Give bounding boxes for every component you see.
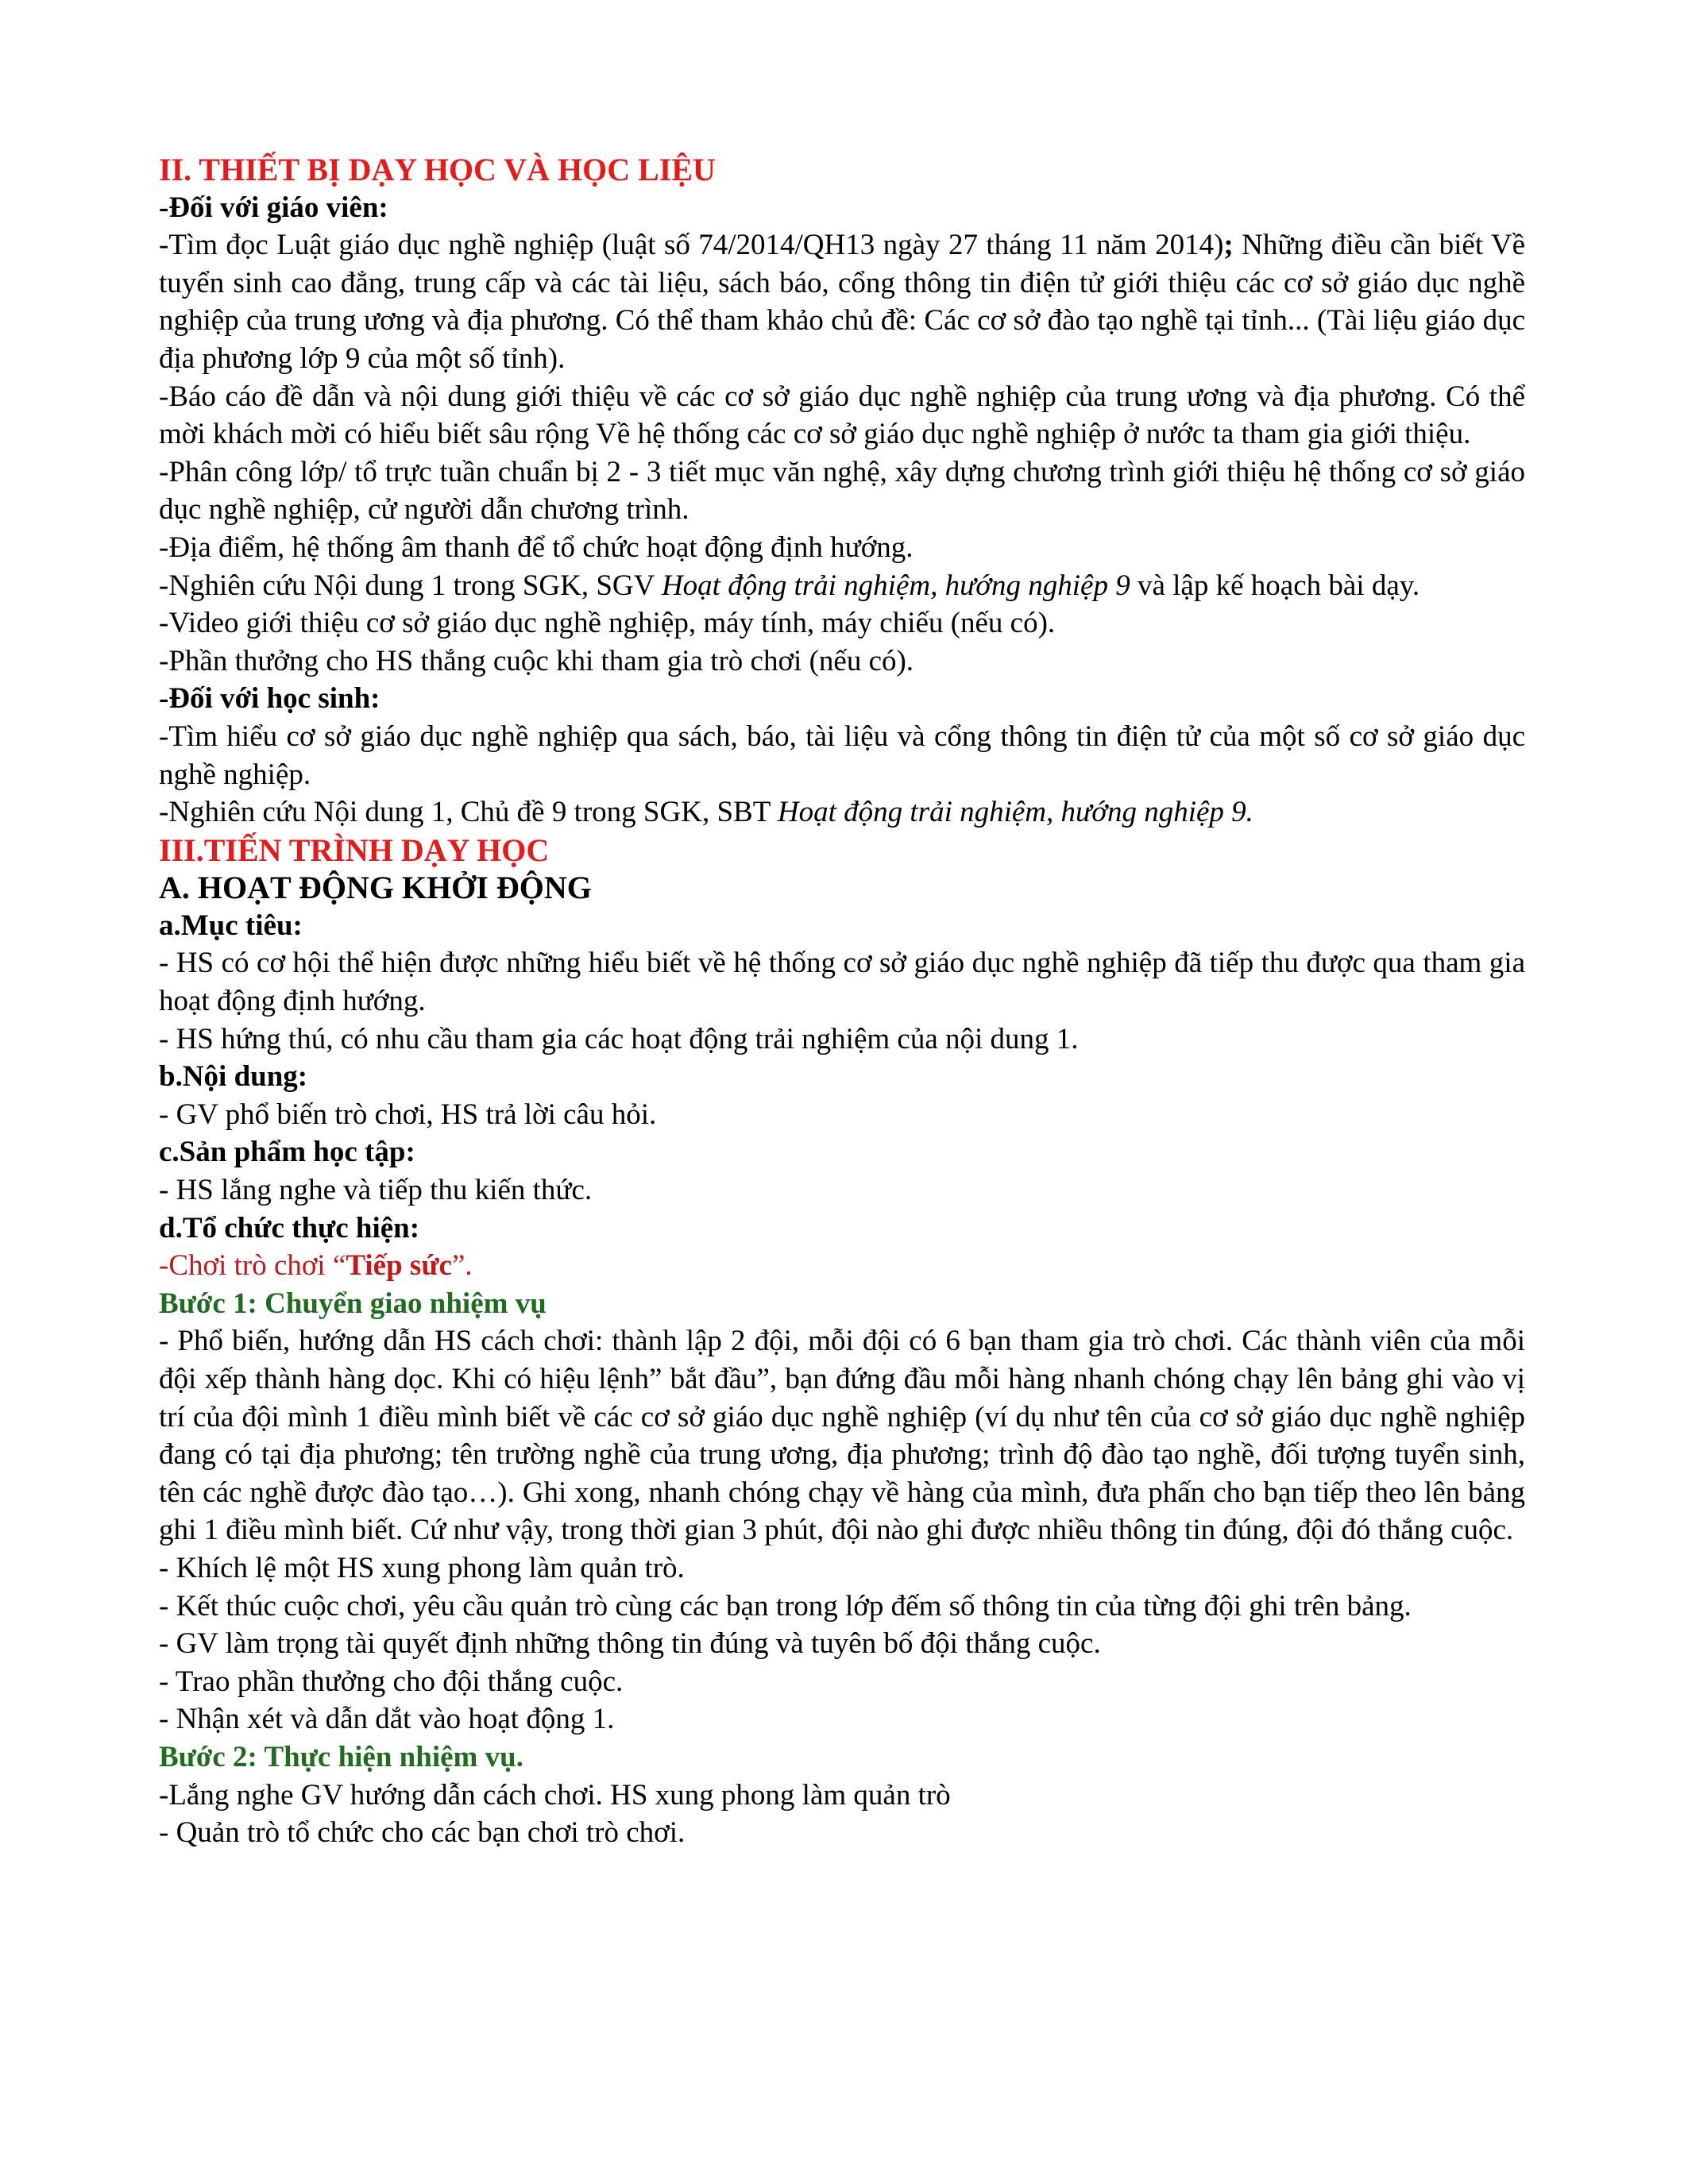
game-intro: -Chơi trò chơi “Tiếp sức”. bbox=[159, 1249, 473, 1283]
step1-item-4: - GV làm trọng tài quyết định những thông tin đúng và tuyên bố đội thắng cuộc. bbox=[159, 1627, 1101, 1661]
section-title-process: III.TIẾN TRÌNH DẠY HỌC bbox=[159, 832, 550, 868]
student-item-2: -Nghiên cứu Nội dung 1, Chủ đề 9 trong SGK, SBT Hoạt động trải nghiệm, hướng nghiệp 9. bbox=[159, 796, 1253, 829]
step2-heading: Bước 2: Thực hiện nhiệm vụ. bbox=[159, 1740, 523, 1773]
content-heading: b.Nội dung: bbox=[159, 1060, 308, 1094]
teacher-heading: -Đối với giáo viên: bbox=[159, 191, 388, 224]
student-heading: -Đối với học sinh: bbox=[159, 682, 380, 716]
teacher-item-3: -Phân công lớp/ tổ trực tuần chuẩn bị 2 - 3 tiết mục văn nghệ, xây dựng chương trình giới thiệu hệ thống cơ sở giáo dục nghề nghiệp, cử người dẫn chương trình. bbox=[159, 455, 1525, 527]
product-heading: c.Sản phẩm học tập: bbox=[159, 1136, 415, 1169]
step1-heading: Bước 1: Chuyển giao nhiệm vụ bbox=[159, 1287, 547, 1320]
step1-item-6: - Nhận xét và dẫn dắt vào hoạt động 1. bbox=[159, 1703, 615, 1736]
step1-item-5: - Trao phần thưởng cho đội thắng cuộc. bbox=[159, 1665, 624, 1698]
objective-item-1: - HS có cơ hội thể hiện được những hiểu biết về hệ thống cơ sở giáo dục nghề nghiệp đã tiếp thu được qua tham gia hoạt động định hướng. bbox=[159, 947, 1525, 1018]
teacher-item-2: -Báo cáo đề dẫn và nội dung giới thiệu về các cơ sở giáo dục nghề nghiệp của trung ương và địa phương. Có thể mời khách mời có hiểu biết sâu rộng Về hệ thống các cơ sở giáo dục nghề nghiệp ở nước ta tham gia giới thiệu. bbox=[159, 380, 1525, 451]
teacher-item-7: -Phần thưởng cho HS thắng cuộc khi tham gia trò chơi (nếu có). bbox=[159, 644, 914, 677]
teacher-item-1: -Tìm đọc Luật giáo dục nghề nghiệp (luật số 74/2014/QH13 ngày 27 tháng 11 năm 2014); Những điều cần biết Về tuyển sinh cao đẳng, trung cấp và các tài liệu, sách báo, cổng thông tin điện tử giới thiệu các cơ sở giáo dục nghề nghiệp của trung ương và địa phương. Có thể tham khảo chủ đề: Các cơ sở đào tạo nghề tại tỉnh... (Tài liệu giáo dục địa phương lớp 9 của một số tỉnh). bbox=[159, 229, 1525, 375]
teacher-item-4: -Địa điểm, hệ thống âm thanh để tổ chức hoạt động định hướng. bbox=[159, 531, 914, 564]
section-title-equipment: II. THIẾT BỊ DẠY HỌC VÀ HỌC LIỆU bbox=[159, 152, 716, 187]
document-page bbox=[159, 151, 1525, 1852]
student-item-1: -Tìm hiểu cơ sở giáo dục nghề nghiệp qua sách, báo, tài liệu và cổng thông tin điện tử của một số cơ sở giáo dục nghề nghiệp. bbox=[159, 720, 1525, 791]
objective-heading: a.Mục tiêu: bbox=[159, 909, 303, 942]
organization-heading: d.Tổ chức thực hiện: bbox=[159, 1211, 420, 1244]
teacher-item-5: -Nghiên cứu Nội dung 1 trong SGK, SGV Hoạt động trải nghiệm, hướng nghiệp 9 và lập kế hoạch bài dạy. bbox=[159, 569, 1420, 602]
step1-item-1: - Phổ biến, hướng dẫn HS cách chơi: thành lập 2 đội, mỗi đội có 6 bạn tham gia trò chơi. Các thành viên của mỗi đội xếp thành hàng dọc. Khi có hiệu lệnh” bắt đầu”, bạn đứng đầu mỗi hàng nhanh chóng chạy lên bảng ghi vào vị trí của đội mình 1 điều mình biết về các cơ sở giáo dục nghề nghiệp (ví dụ như tên của cơ sở giáo dục nghề nghiệp đang có tại địa phương; tên trường nghề của trung ương, địa phương; trình độ đào tạo nghề, đối tượng tuyển sinh, tên các nghề được đào tạo…). Ghi xong, nhanh chóng chạy về hàng của mình, đưa phấn cho bạn tiếp theo lên bảng ghi 1 điều mình biết. Cứ như vậy, trong thời gian 3 phút, đội nào ghi được nhiều thông tin đúng, đội đó thắng cuộc. bbox=[159, 1325, 1525, 1547]
step1-item-2: - Khích lệ một HS xung phong làm quản trò. bbox=[159, 1551, 685, 1584]
activity-title: A. HOẠT ĐỘNG KHỞI ĐỘNG bbox=[159, 870, 592, 906]
step1-item-3: - Kết thúc cuộc chơi, yêu cầu quản trò cùng các bạn trong lớp đếm số thông tin của từng đội ghi trên bảng. bbox=[159, 1589, 1412, 1623]
objective-item-2: - HS hứng thú, có nhu cầu tham gia các hoạt động trải nghiệm của nội dung 1. bbox=[159, 1022, 1079, 1055]
step2-item-2: - Quản trò tổ chức cho các bạn chơi trò chơi. bbox=[159, 1816, 686, 1850]
game-name: Tiếp sức bbox=[346, 1249, 452, 1283]
product-item-1: - HS lắng nghe và tiếp thu kiến thức. bbox=[159, 1174, 593, 1207]
teacher-item-6: -Video giới thiệu cơ sở giáo dục nghề nghiệp, máy tính, máy chiếu (nếu có). bbox=[159, 607, 1056, 640]
content-item-1: - GV phổ biến trò chơi, HS trả lời câu hỏi. bbox=[159, 1098, 657, 1131]
step2-item-1: -Lắng nghe GV hướng dẫn cách chơi. HS xung phong làm quản trò bbox=[159, 1778, 951, 1812]
